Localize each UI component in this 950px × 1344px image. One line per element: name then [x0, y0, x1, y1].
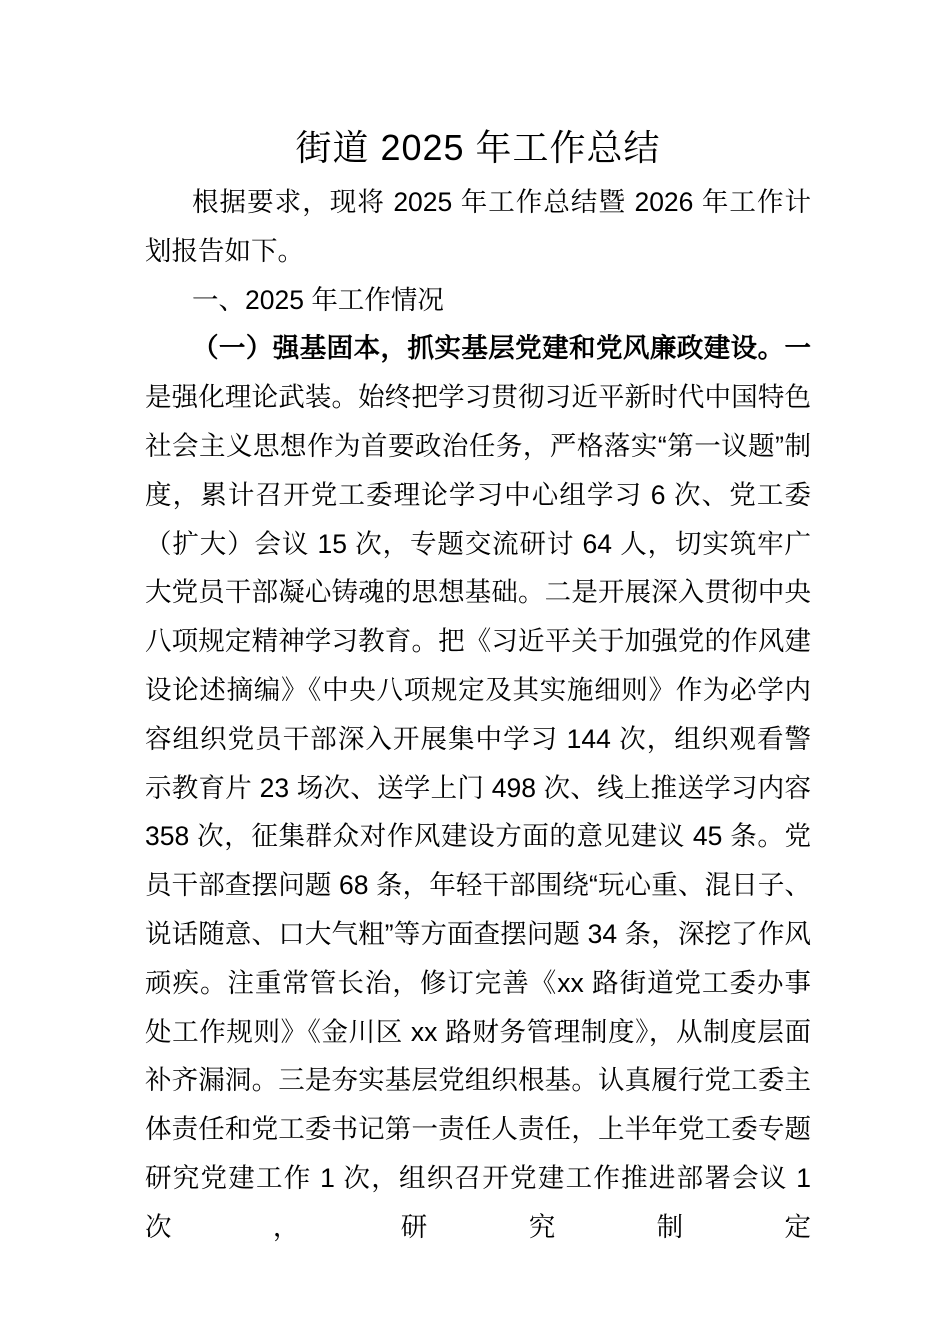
- document-title: 街道 2025 年工作总结: [295, 127, 661, 168]
- bold-text-run: （一）强基固本，抓实基层党建和党风廉政建设。一: [192, 333, 811, 364]
- text-run: 是强化理论武装。始终把学习贯彻习近平新时代中国特色社会主义思想作为首要政治任务，严格落实“第一议题”制度，累计召开党工委理论学习中心组学习 6 次、党工委（扩大）会议 15 次，专题交流研讨 64 人，切实筑牢广大党员干部凝心铸魂的思想基础。二是开展深入贯彻中央八项规定精神学习教育。把《习近平关于加强党的作风建设论述摘编》《中央八项规定及其实施细则》作为必学内容组织党员干部深入开展集中学习 144 次，组织观看警示教育片 23 场次、送学上门 498 次、线上推送学习内容 358 次，征集群众对作风建设方面的意见建议 45 条。党员干部查摆问题 68 条，年轻干部围绕“玩心重、混日子、说话随意、口大气粗”等方面查摆问题 34 条，深挖了作风顽疾。注重常管长治，修订完善《xx 路街道党工委办事处工作规则》《金川区 xx 路财务管理制度》，从制度层面补齐漏洞。三是夯实基层党组织根基。认真履行党工委主体责任和党工委书记第一责任人责任，上半年党工委专题研究党建工作 1 次，组织召开党建工作推进部署会议 1 次，研究制定: [145, 382, 811, 1242]
- document-body: [145, 178, 811, 1252]
- text-run: 根据要求，现将 2025 年工作总结暨 2026 年工作计划报告如下。: [145, 187, 811, 266]
- intro-paragraph: [145, 178, 811, 276]
- subsection-1-paragraph: [145, 324, 811, 1251]
- section-1-heading: [145, 276, 811, 325]
- text-run: 一、2025 年工作情况: [192, 284, 444, 315]
